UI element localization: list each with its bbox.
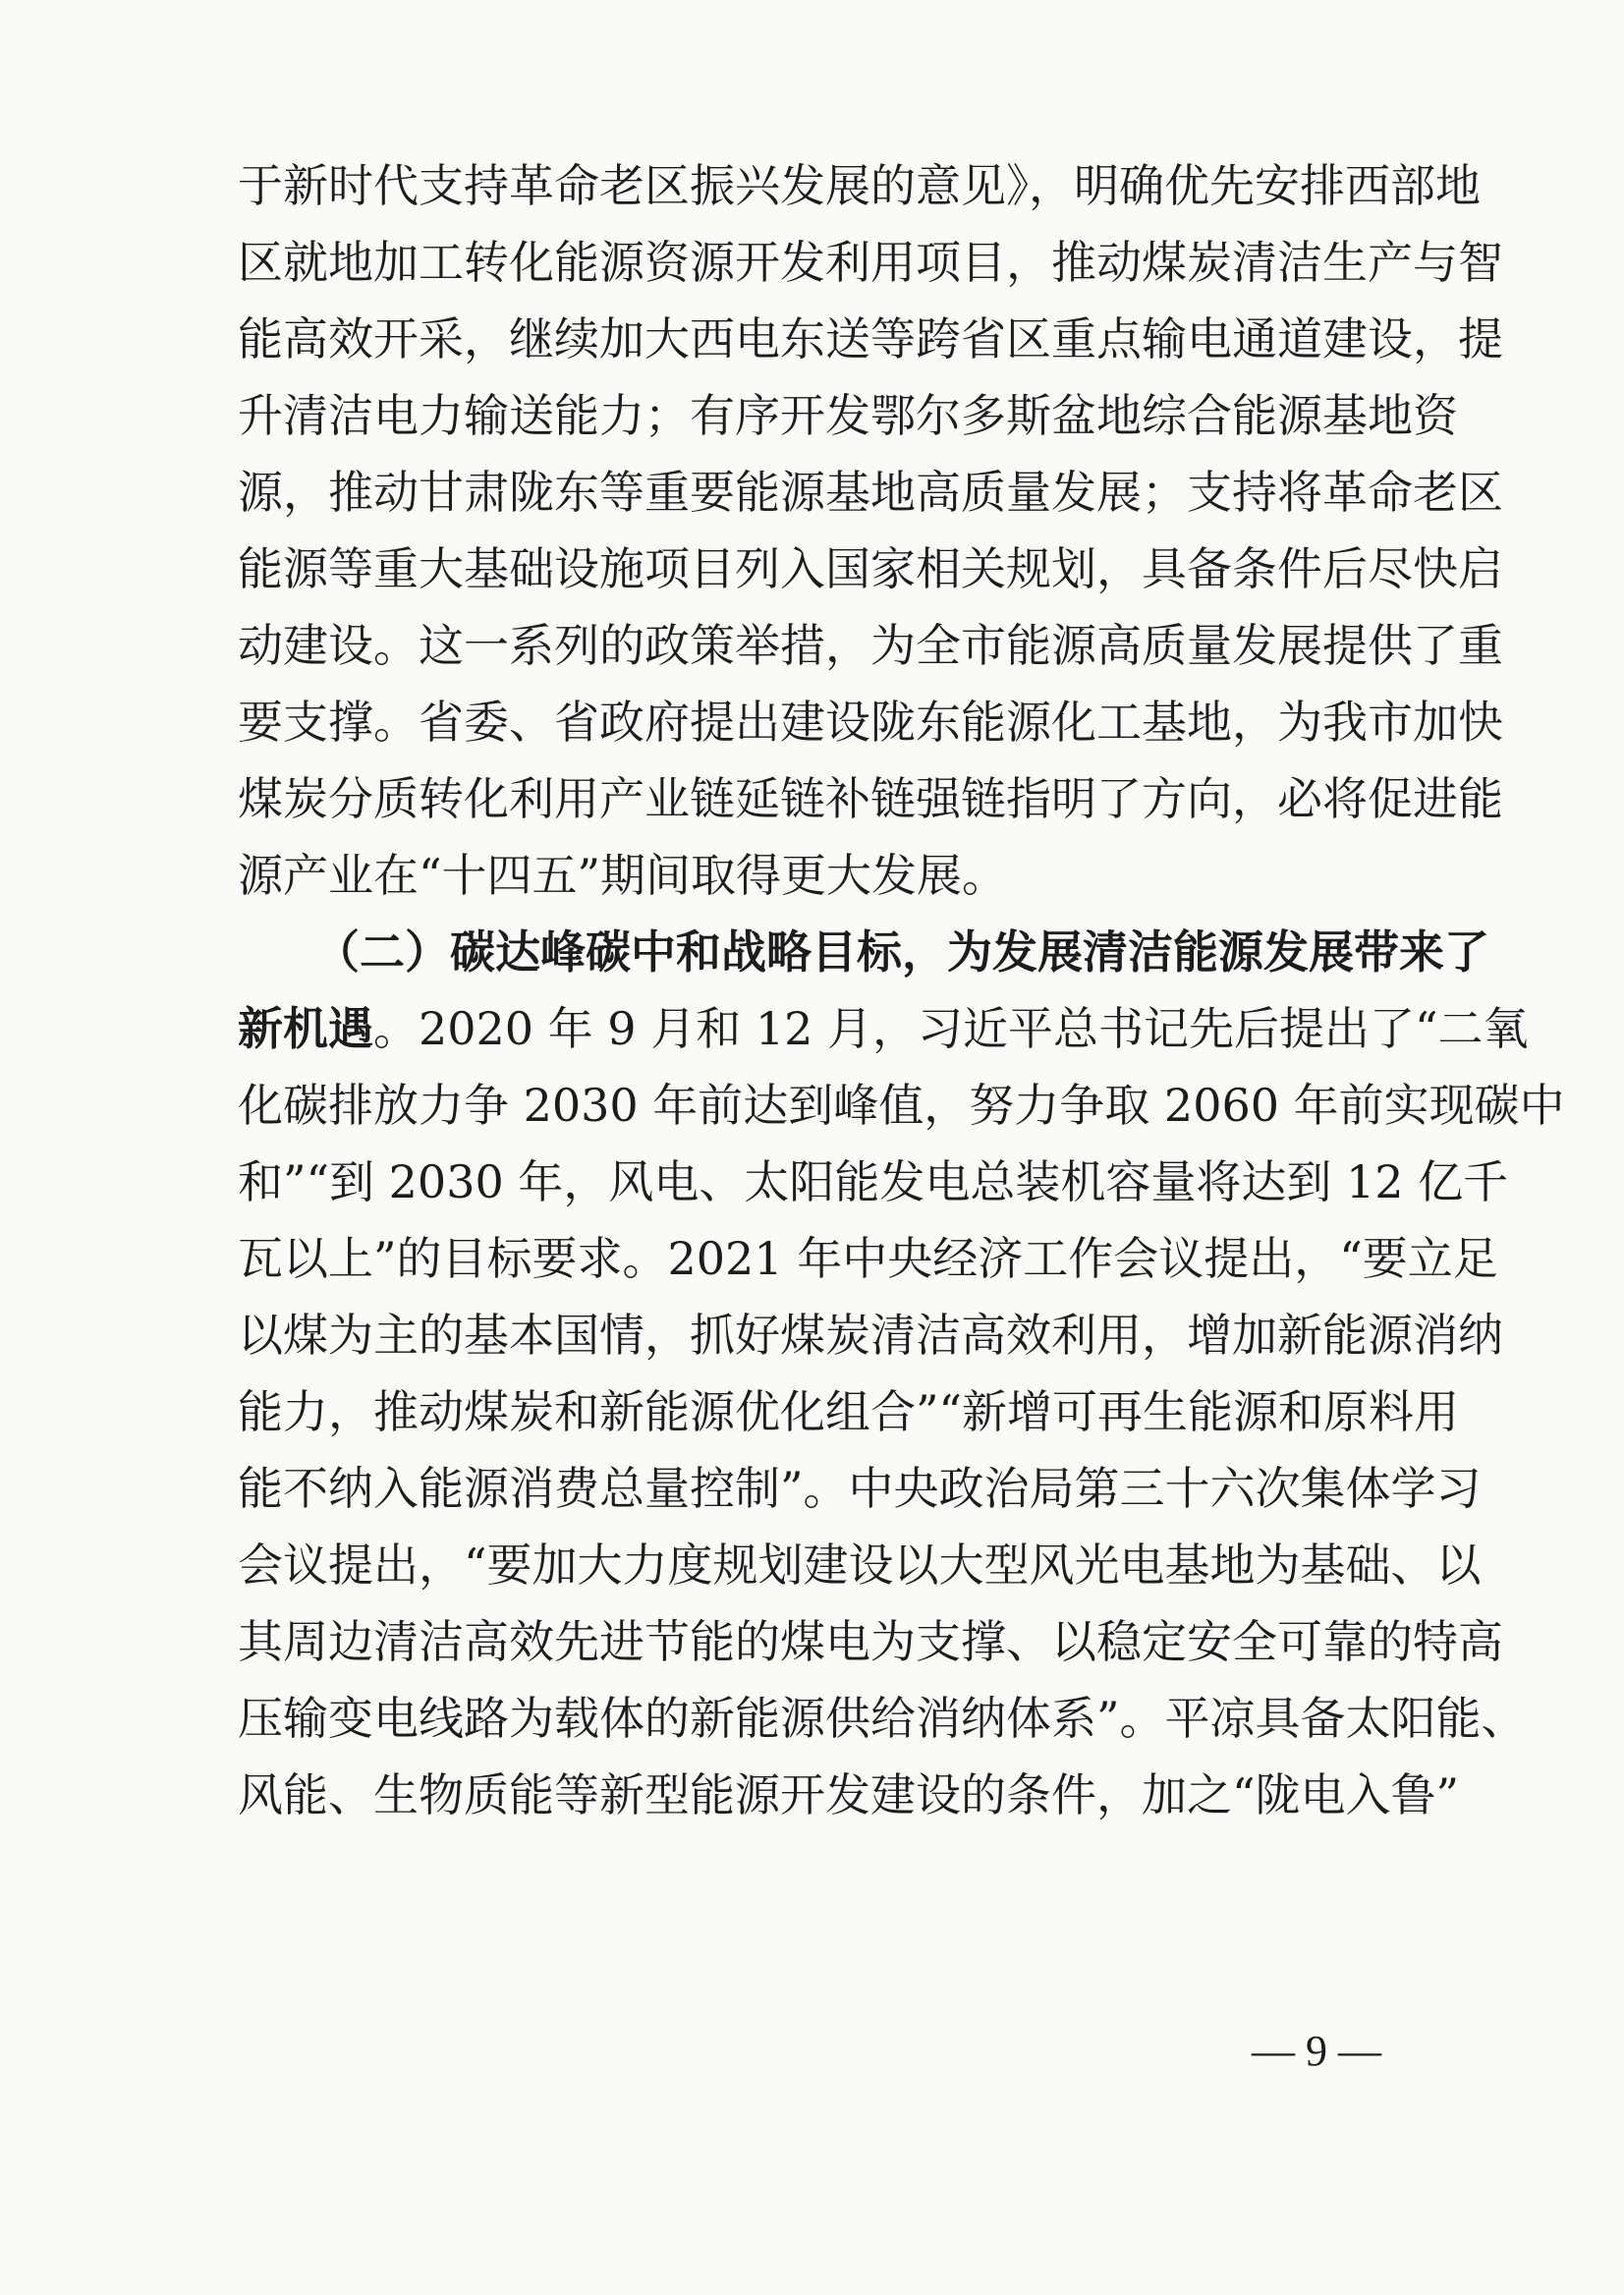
body-line: 源，推动甘肃陇东等重要能源基地高质量发展；支持将革命老区 <box>238 466 1503 519</box>
section-line: 能不纳入能源消费总量控制”。中央政治局第三十六次集体学习 <box>238 1462 1482 1515</box>
section-line: 其周边清洁高效先进节能的煤电为支撑、以稳定安全可靠的特高 <box>238 1615 1503 1668</box>
section-heading-tail: 新机遇 <box>238 1002 373 1055</box>
section-heading: （二）碳达峰碳中和战略目标，为发展清洁能源发展带来了 <box>314 925 1489 979</box>
body-line: 煤炭分质转化利用产业链延链补链强链指明了方向，必将促进能 <box>238 772 1503 825</box>
section-line: 瓦以上”的目标要求。2021 年中央经济工作会议提出，“要立足 <box>238 1232 1498 1285</box>
section-line: 压输变电线路为载体的新能源供给消纳体系”。平凉具备太阳能、 <box>238 1692 1527 1745</box>
section-line: 和”“到 2030 年，风电、太阳能发电总装机容量将达到 12 亿千 <box>238 1155 1509 1208</box>
section-line: 以煤为主的基本国情，抓好煤炭清洁高效利用，增加新能源消纳 <box>238 1309 1503 1362</box>
body-line: 区就地加工转化能源资源开发利用项目，推动煤炭清洁生产与智 <box>238 236 1503 289</box>
section-heading-continuation <box>238 1000 1529 1059</box>
section-line: 风能、生物质能等新型能源开发建设的条件，加之“陇电入鲁” <box>238 1768 1460 1821</box>
body-line: 能源等重大基础设施项目列入国家相关规划，具备条件后尽快启 <box>238 542 1503 595</box>
body-line: 源产业在“十四五”期间取得更大发展。 <box>238 849 1008 902</box>
section-line: 化碳排放力争 2030 年前达到峰值，努力争取 2060 年前实现碳中 <box>238 1079 1565 1132</box>
page-number: — 9 — <box>1252 2027 1381 2075</box>
body-line: 升清洁电力输送能力；有序开发鄂尔多斯盆地综合能源基地资 <box>238 389 1458 442</box>
section-line: 会议提出，“要加大力度规划建设以大型风光电基地为基础、以 <box>238 1539 1482 1592</box>
body-line: 能高效开采，继续加大西电东送等跨省区重点输电通道建设，提 <box>238 312 1503 365</box>
section-body-start: 。2020 年 9 月和 12 月，习近平总书记先后提出了“二氧 <box>373 1002 1529 1055</box>
body-line: 动建设。这一系列的政策举措，为全市能源高质量发展提供了重 <box>238 619 1503 672</box>
body-line: 于新时代支持革命老区振兴发展的意见》，明确优先安排西部地 <box>238 159 1481 212</box>
body-line: 要支撑。省委、省政府提出建设陇东能源化工基地，为我市加快 <box>238 696 1503 749</box>
section-line: 能力，推动煤炭和新能源优化组合”“新增可再生能源和原料用 <box>238 1385 1460 1438</box>
